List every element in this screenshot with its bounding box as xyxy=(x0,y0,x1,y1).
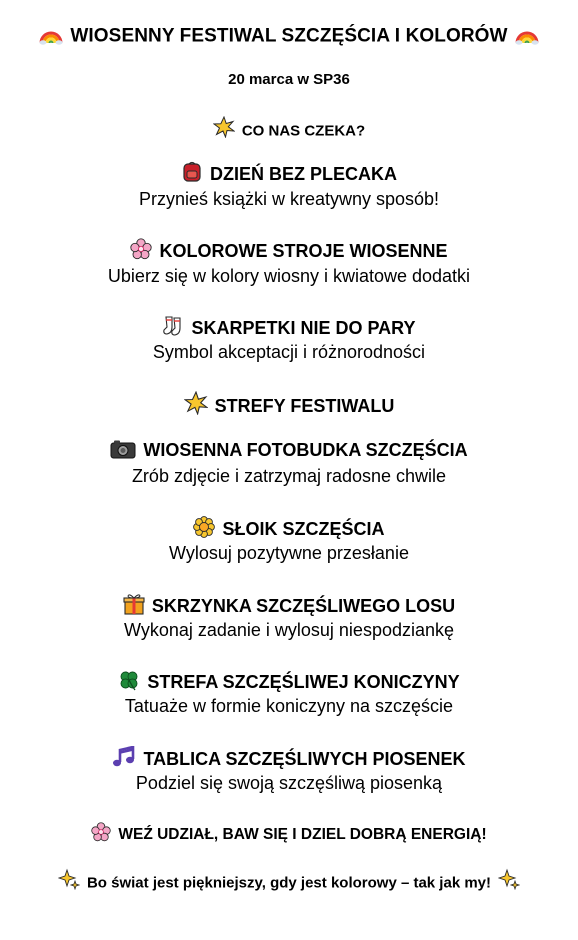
sun-flower-icon xyxy=(193,516,215,538)
closing-row xyxy=(0,868,578,890)
section-heading-attractions xyxy=(0,116,578,138)
zone-title: SŁOIK SZCZĘŚCIA xyxy=(222,518,385,539)
zone-title: TABLICA SZCZĘŚLIWYCH PIOSENEK xyxy=(143,748,466,769)
zone-title-row xyxy=(0,593,578,615)
zone-description: Zrób zdjęcie i zatrzymaj radosne chwile xyxy=(131,466,447,486)
zone-title-row xyxy=(0,439,578,459)
attraction-description: Ubierz się w kolory wiosny i kwiatowe dodatki xyxy=(107,266,471,286)
sparkle-star-icon xyxy=(184,391,208,415)
attraction-title-row xyxy=(0,238,578,260)
zone-title: WIOSENNA FOTOBUDKA SZCZĘŚCIA xyxy=(143,439,468,460)
gift-icon xyxy=(123,593,145,615)
event-date: 20 marca w SP36 xyxy=(228,71,350,88)
zone-description: Tatuaże w formie koniczyny na szczęście xyxy=(124,696,454,716)
sparkles-icon xyxy=(498,868,520,890)
attraction-title-row xyxy=(0,315,578,337)
rainbow-icon xyxy=(515,25,539,45)
attraction-title-row xyxy=(0,161,578,183)
attraction-description: Przynieś książki w kreatywny sposób! xyxy=(138,189,440,209)
poster-title-row xyxy=(0,25,578,46)
zone-description: Wykonaj zadanie i wylosuj niespodziankę xyxy=(123,620,455,640)
attraction-title: SKARPETKI NIE DO PARY xyxy=(191,317,416,338)
sparkle-star-icon xyxy=(213,116,235,138)
zone-title-row xyxy=(0,516,578,538)
rainbow-icon xyxy=(39,25,63,45)
socks-icon xyxy=(162,315,184,337)
section-heading-zones xyxy=(0,391,578,415)
call-to-action: WEŹ UDZIAŁ, BAW SIĘ I DZIEL DOBRĄ ENERGIĄ! xyxy=(118,826,487,844)
section-heading-label: STREFY FESTIWALU xyxy=(214,395,395,416)
attraction-description: Symbol akceptacji i różnorodności xyxy=(152,342,426,362)
zone-title: SKRZYNKA SZCZĘŚLIWEGO LOSU xyxy=(151,595,456,616)
backpack-icon xyxy=(181,161,203,183)
camera-icon xyxy=(110,439,136,459)
page-title: WIOSENNY FESTIWAL SZCZĘŚCIA I KOLORÓW xyxy=(70,25,508,47)
closing-slogan: Bo świat jest piękniejszy, gdy jest kolorowy – tak jak my! xyxy=(86,874,492,892)
call-to-action-row xyxy=(0,822,578,843)
attraction-title: DZIEŃ BEZ PLECAKA xyxy=(209,163,397,184)
zone-title-row xyxy=(0,746,578,768)
zone-title-row xyxy=(0,669,578,691)
section-heading-label: CO NAS CZEKA? xyxy=(241,122,366,140)
zone-description: Podziel się swoją szczęśliwą piosenką xyxy=(135,773,443,793)
attraction-title: KOLOROWE STROJE WIOSENNE xyxy=(159,240,448,261)
four-leaf-clover-icon xyxy=(118,669,140,691)
zone-description: Wylosuj pozytywne przesłanie xyxy=(169,543,409,563)
sparkles-icon xyxy=(58,868,80,890)
music-notes-icon xyxy=(112,746,136,768)
cherry-blossom-icon xyxy=(91,822,111,842)
zone-title: STREFA SZCZĘŚLIWEJ KONICZYNY xyxy=(147,671,460,692)
cherry-blossom-icon xyxy=(130,238,152,260)
